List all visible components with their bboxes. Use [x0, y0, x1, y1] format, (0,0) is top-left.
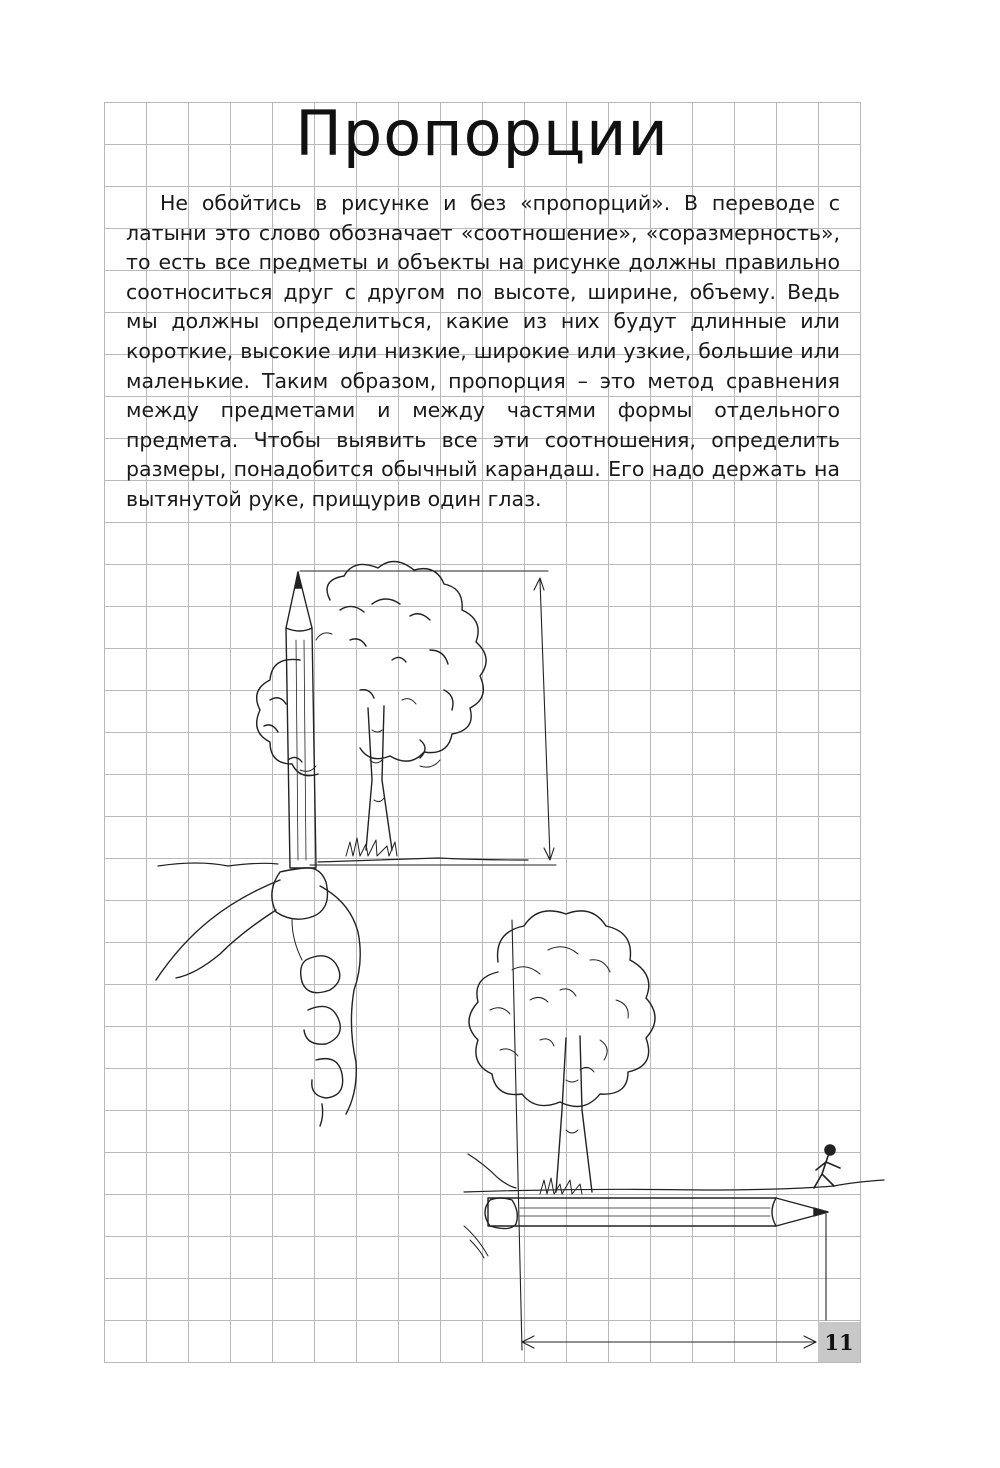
hand-sketch-upper — [156, 868, 360, 1126]
page-title: Пропорции — [295, 97, 669, 170]
measure-frame-upper — [300, 571, 556, 865]
body-paragraph: Не обойтись в рисунке и без «пропорций». В переводе с латыни это слово обозначает «соотношение», «соразмерность», то есть все предметы и объекты на рисунке должны правильно соотноситься друг с другом по высоте, ширине, объему. Ведь мы должны определиться, какие из них будут длинные или короткие, высокие или низкие, широкие или узкие, большие или маленькие. Таким образом, пропорция – это метод сравнения между предметами и между частями формы отдельного предмета. Чтобы выявить все эти соотношения, определить размеры, понадобится обычный карандаш. Его надо держать на вытянутой руке, прищурив один глаз. — [126, 191, 840, 511]
measure-lines-lower — [512, 920, 826, 1350]
tree-sketch-lower — [469, 911, 655, 1194]
page-number: 11 — [818, 1322, 860, 1362]
vertical-pencil — [286, 572, 316, 868]
ground-line-lower — [464, 1154, 884, 1192]
running-figure — [814, 1145, 840, 1188]
